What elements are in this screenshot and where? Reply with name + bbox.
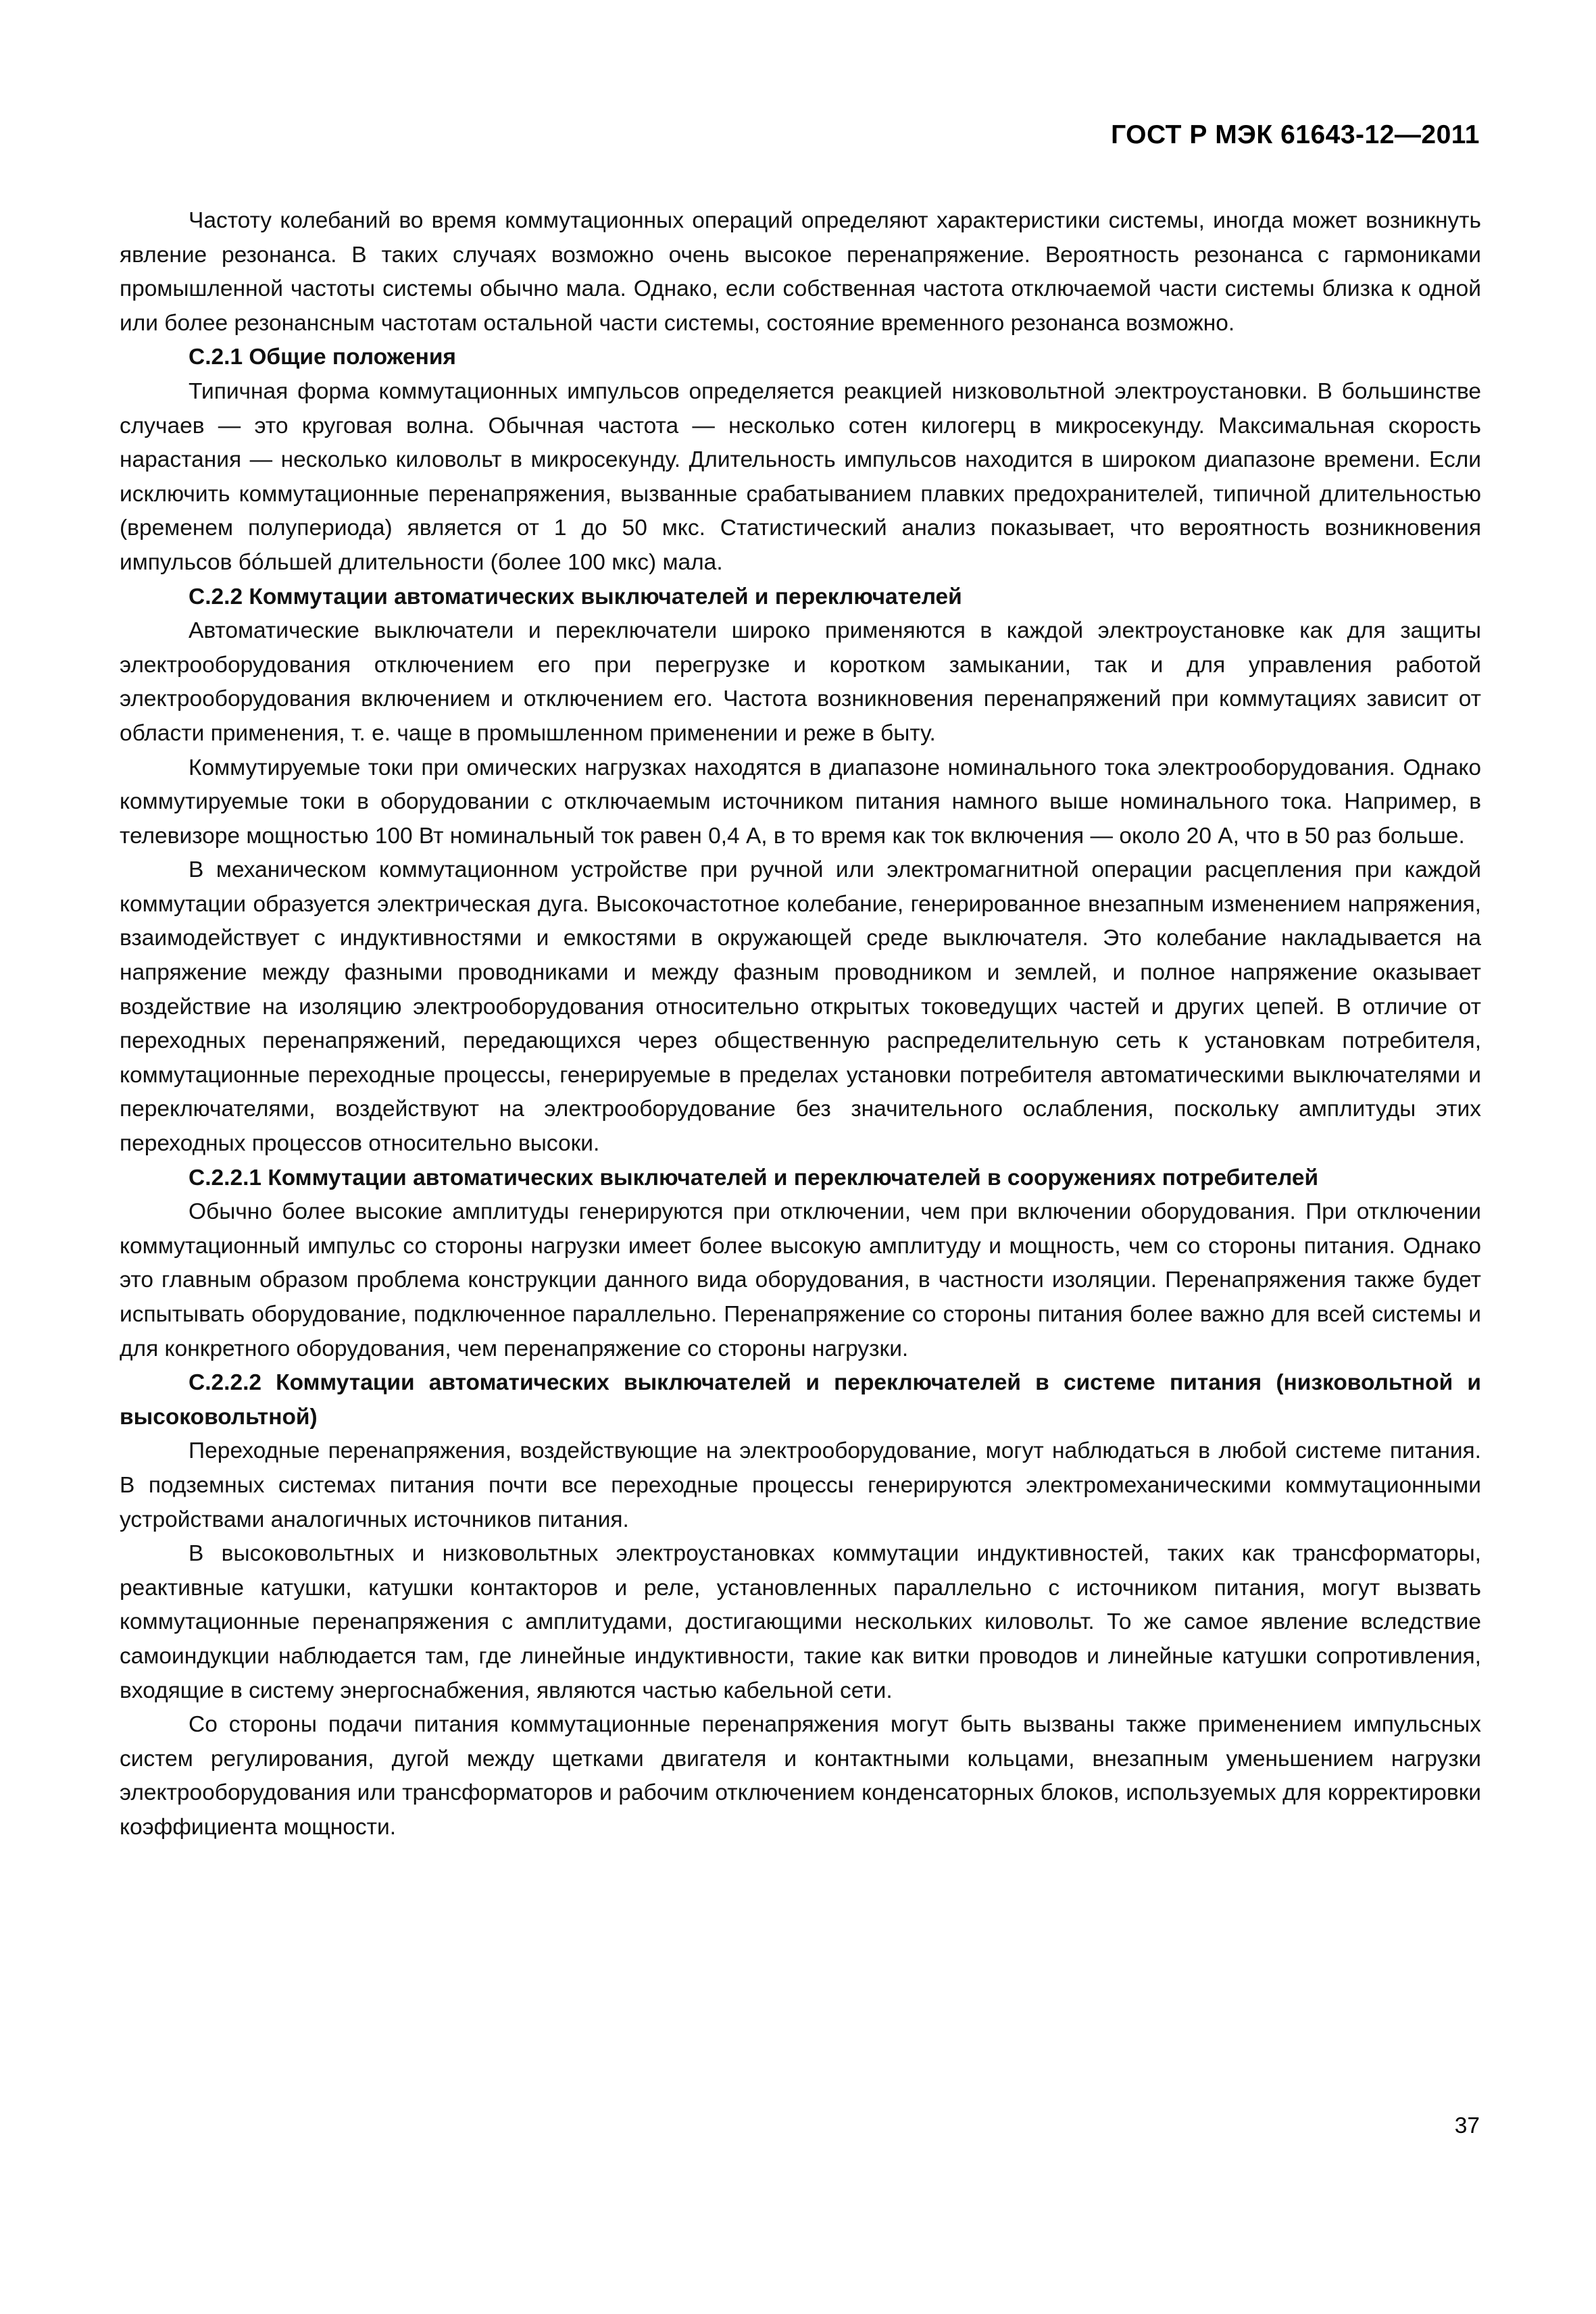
paragraph: Частоту колебаний во время коммутационных операций определяют характеристики системы, иногда может возникнуть явление резонанса. В таких случаях возможно очень высокое перенапряжение. Вероятность резонанса с гармониками промышленной частоты системы обычно мала. Однако, если собственная частота отключаемой части системы близка к одной или более резонансным частотам остальной части системы, состояние временного резонанса возможно. [120, 208, 1481, 336]
page-number: 37 [1454, 2113, 1480, 2138]
paragraph: В высоковольтных и низковольтных электроустановках коммутации индуктивностей, таких как трансформаторы, реактивные катушки, катушки контакторов и реле, установленных параллельно с источником питания, могут вызвать коммутационные перенапряжения с амплитудами, достигающими нескольких киловольт. То же самое явление вследствие самоиндукции наблюдается там, где линейные индуктивности, такие как витки проводов и линейные катушки сопротивления, входящие в систему энергоснабжения, являются частью кабельной сети. [120, 1541, 1481, 1703]
standard-header: ГОСТ Р МЭК 61643-12—2011 [1111, 120, 1480, 149]
paragraph: Со стороны подачи питания коммутационные перенапряжения могут быть вызваны также применением импульсных систем регулирования, дугой между щетками двигателя и контактными кольцами, внезапным уменьшением нагрузки электрооборудования или трансформаторов и рабочим отключением конденсаторных блоков, используемых для корректировки коэффициента мощности. [120, 1712, 1481, 1840]
section-heading: С.2.2.2 Коммутации автоматических выключателей и переключателей в системе питания (низковольтной и высоковольтной) [120, 1370, 1481, 1430]
paragraph: Автоматические выключатели и переключатели широко применяются в каждой электроустановке как для защиты электрооборудования отключением его при перегрузке и коротком замыкании, так и для управления работой электрооборудования включением и отключением его. Частота возникновения перенапряжений при коммутациях зависит от области применения, т. е. чаще в промышленном применении и реже в быту. [120, 618, 1481, 746]
document-body [120, 204, 1481, 1845]
section-heading: С.2.2 Коммутации автоматических выключателей и переключателей [189, 584, 962, 609]
paragraph: Типичная форма коммутационных импульсов определяется реакцией низковольтной электроустановки. В большинстве случаев — это круговая волна. Обычная частота — несколько сотен килогерц в микросекунду. Максимальная скорость нарастания — несколько киловольт в микросекунду. Длительность импульсов находится в широком диапазоне времени. Если исключить коммутационные перенапряжения, вызванные срабатыванием плавких предохранителей, типичной длительностью (временем полупериода) является от 1 до 50 мкс. Статистический анализ показывает, что вероятность возникновения импульсов бóльшей длительности (более 100 мкс) мала. [120, 378, 1481, 575]
section-heading: С.2.2.1 Коммутации автоматических выключателей и переключателей в сооружениях потребителей [189, 1165, 1319, 1190]
paragraph: Переходные перенапряжения, воздействующие на электрооборудование, могут наблюдаться в любой системе питания. В подземных системах питания почти все переходные процессы генерируются электромеханическими коммутационными устройствами аналогичных источников питания. [120, 1438, 1481, 1532]
paragraph: Коммутируемые токи при омических нагрузках находятся в диапазоне номинального тока электрооборудования. Однако коммутируемые токи в оборудовании с отключаемым источником питания намного выше номинального тока. Например, в телевизоре мощностью 100 Вт номинальный ток равен 0,4 А, в то время как ток включения — около 20 А, что в 50 раз больше. [120, 755, 1481, 849]
paragraph: В механическом коммутационном устройстве при ручной или электромагнитной операции расцепления при каждой коммутации образуется электрическая дуга. Высокочастотное колебание, генерированное внезапным изменением напряжения, взаимодействует с индуктивностями и емкостями в окружающей среде выключателя. Это колебание накладывается на напряжение между фазными проводниками и между фазным проводником и землей, и полное напряжение оказывает воздействие на изоляцию электрооборудования относительно открытых токоведущих частей и других цепей. В отличие от переходных перенапряжений, передающихся через общественную распределительную сеть к установкам потребителя, коммутационные переходные процессы, генерируемые в пределах установки потребителя автоматическими выключателями и переключателями, воздействуют на электрооборудование без значительного ослабления, поскольку амплитуды этих переходных процессов относительно высоки. [120, 857, 1481, 1157]
paragraph: Обычно более высокие амплитуды генерируются при отключении, чем при включении оборудования. При отключении коммутационный импульс со стороны нагрузки имеет более высокую амплитуду и мощность, чем со стороны питания. Однако это главным образом проблема конструкции данного вида оборудования, в частности изоляции. Перенапряжения также будет испытывать оборудование, подключенное параллельно. Перенапряжение со стороны питания более важно для всей системы и для конкретного оборудования, чем перенапряжение со стороны нагрузки. [120, 1199, 1481, 1361]
section-heading: С.2.1 Общие положения [189, 345, 456, 370]
